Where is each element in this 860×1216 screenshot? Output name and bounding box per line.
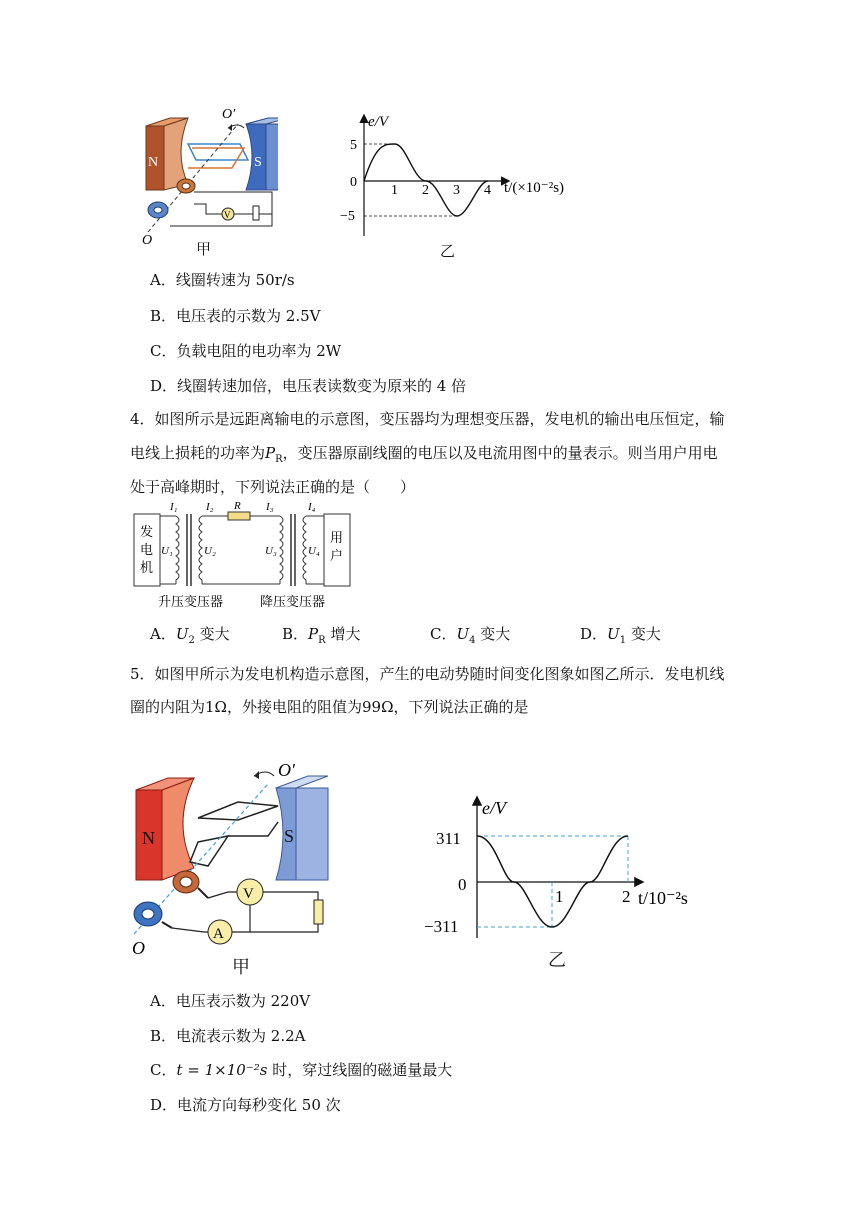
q4-stem-line-2	[130, 442, 718, 471]
q4-stem-text-a: 电线上损耗的功率为	[130, 444, 266, 462]
q4-u4-label: U₄	[308, 545, 320, 557]
q5-o-prime-label: O′	[278, 762, 295, 780]
q3-fig-yi-caption: 乙	[440, 242, 456, 260]
q5-fig-jia-caption: 甲	[232, 957, 250, 978]
q4-generator-label-3: 机	[140, 560, 154, 575]
q4-option-b[interactable]: B．$P_R$ 增大	[282, 625, 361, 646]
q4-stem-line-3: 处于高峰期时，下列说法正确的是（ ）	[130, 478, 416, 496]
q3-graph-ylabel: e/V	[368, 114, 388, 130]
q5-stem-line-2: 圈的内阻为1Ω，外接电阻的阻值为99Ω，下列说法正确的是	[130, 698, 529, 716]
q4-option-d[interactable]: D．$U_1$ 变大	[580, 625, 661, 646]
q5-option-c-text: 时，穿过线圈的磁通量最大	[267, 1061, 453, 1079]
q5-stem-line-1: 5．如图甲所示为发电机构造示意图，产生的电动势随时间变化图象如图乙所示．发电机线	[130, 665, 725, 683]
q3-option-c[interactable]: C．负载电阻的电功率为 2W	[150, 342, 342, 360]
q4-r-label: R	[234, 500, 241, 512]
q4-option-c[interactable]: C．$U_4$ 变大	[430, 625, 511, 646]
q5-n-label: N	[142, 828, 155, 848]
q4-step-down-label: 降压变压器	[260, 594, 326, 609]
q4-user-label-2: 户	[330, 548, 344, 563]
q5-graph-xtick-1: 1	[555, 887, 564, 906]
q5-graph-xtick-2: 2	[622, 887, 631, 906]
q5-option-c[interactable]	[150, 1059, 452, 1081]
q4-generator-label-1: 发	[140, 524, 154, 539]
q5-graph-ylabel: e/V	[482, 798, 506, 818]
q5-option-d[interactable]: D．电流方向每秒变化 50 次	[150, 1096, 341, 1114]
q4-u1-label: U₁	[161, 545, 173, 557]
q4-generator-label-2: 电	[140, 542, 154, 557]
q4-stem-symbol: P	[265, 444, 276, 462]
q3-o-prime-label: O′	[222, 107, 236, 122]
q5-graph-xlabel: t/10⁻²s	[638, 888, 688, 908]
q5-graph-ytick-min: −311	[424, 917, 459, 936]
q5-graph-ytick-zero: 0	[458, 875, 467, 894]
q4-stem-text-b: ，变压器原副线圈的电压以及电流用图中的量表示。则当用户用电	[282, 444, 718, 462]
q5-voltmeter-label: V	[243, 886, 254, 902]
q4-i2-label: I₂	[206, 501, 214, 513]
q3-s-label: S	[254, 155, 262, 170]
q5-option-b[interactable]: B．电流表示数为 2.2A	[150, 1027, 306, 1045]
q5-graph-ytick-max: 311	[436, 829, 461, 848]
q4-user-label-1: 用	[330, 530, 344, 545]
q3-graph-ytick-min: −5	[340, 209, 355, 224]
q3-n-label: N	[148, 155, 159, 170]
q5-option-c-formula: t = 1×10⁻²s	[176, 1061, 268, 1079]
q5-emf-graph	[418, 790, 708, 940]
q3-voltmeter-label: V	[224, 210, 231, 220]
q3-graph-xtick-2: 2	[422, 183, 429, 198]
q3-graph-xtick-3: 3	[453, 183, 460, 198]
q4-i1-label: I₁	[170, 501, 178, 513]
q4-step-up-label: 升压变压器	[158, 594, 224, 609]
q5-ammeter-label: A	[213, 926, 224, 942]
q4-stem-symbol-sub: R	[275, 454, 283, 465]
q3-option-d[interactable]: D．线圈转速加倍，电压表读数变为原来的 4 倍	[150, 377, 467, 395]
q4-i3-label: I₃	[266, 501, 274, 513]
q4-transmission-circuit	[130, 500, 360, 615]
q5-o-label: O	[132, 938, 145, 958]
q3-graph-ytick-zero: 0	[350, 175, 357, 190]
q3-graph-xtick-1: 1	[391, 183, 398, 198]
q3-graph-ytick-max: 5	[350, 138, 357, 153]
q3-fig-jia-caption: 甲	[196, 240, 212, 258]
q5-s-label: S	[284, 826, 295, 846]
q3-o-label: O	[142, 233, 153, 248]
q5-option-a[interactable]: A．电压表示数为 220V	[150, 992, 311, 1010]
q3-option-b[interactable]: B．电压表的示数为 2.5V	[150, 307, 321, 325]
q4-stem-line-1: 4．如图所示是远距离输电的示意图，变压器均为理想变压器，发电机的输出电压恒定，输	[130, 410, 725, 428]
q4-u2-label: U₂	[204, 545, 216, 557]
q3-graph-xtick-4: 4	[484, 183, 491, 198]
q4-u3-label: U₃	[265, 545, 277, 557]
q4-i4-label: I₄	[308, 501, 316, 513]
q5-option-c-letter: C．	[150, 1061, 177, 1079]
q5-fig-yi-caption: 乙	[548, 950, 566, 971]
q3-option-a[interactable]: A．线圈转速为 50r/s	[150, 271, 295, 289]
q3-emf-graph	[338, 110, 578, 240]
q4-option-a[interactable]: A．$U_2$ 变大	[150, 625, 230, 646]
q3-generator-figure	[128, 104, 278, 254]
q3-graph-xlabel: t/(×10⁻²s)	[504, 180, 565, 196]
q5-generator-figure	[128, 762, 338, 962]
